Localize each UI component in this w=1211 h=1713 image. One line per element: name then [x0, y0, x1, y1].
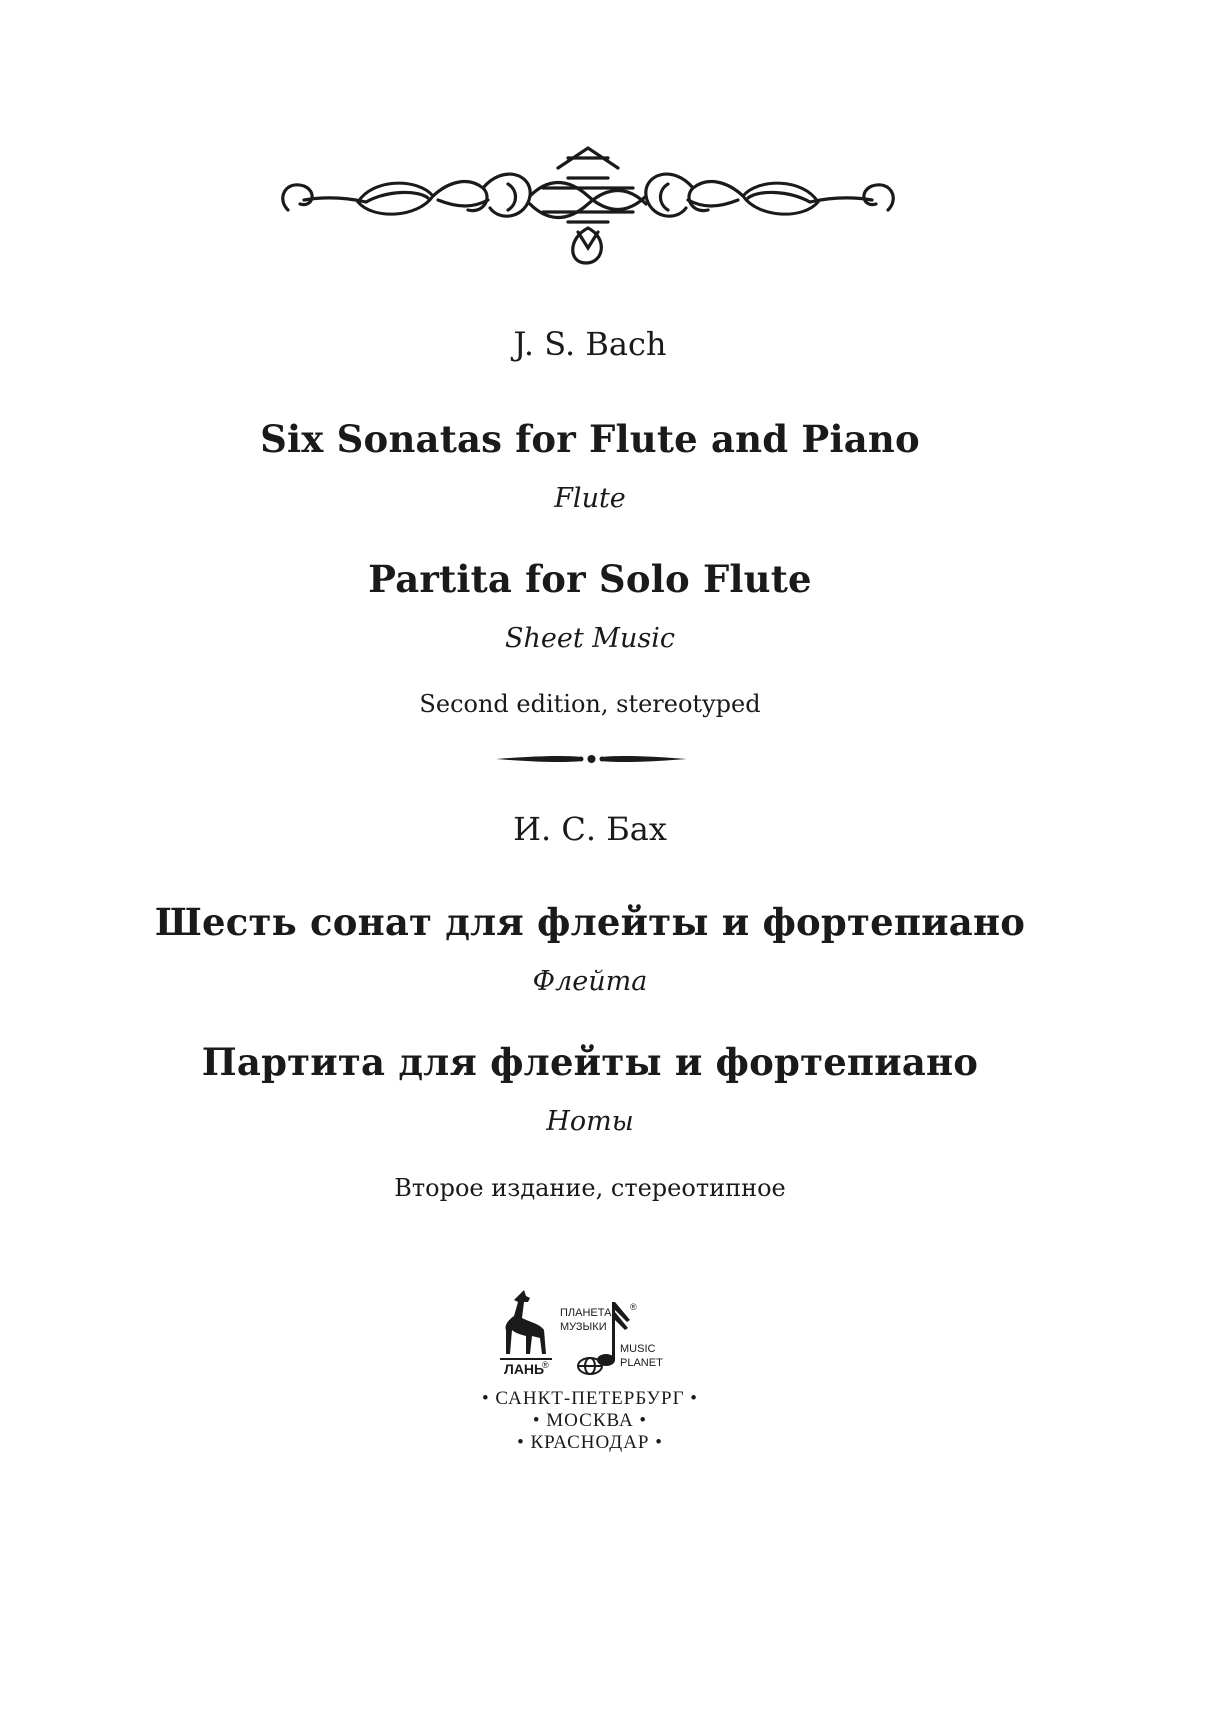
title-partita-ru: Партита для флейты и фортепиано: [201, 1040, 979, 1084]
title-sonatas-ru: Шесть сонат для флейты и фортепиано: [154, 900, 1026, 944]
publisher-block: [460, 1288, 720, 1463]
subtitle-sheet-music-en: Sheet Music: [505, 623, 675, 654]
author-ru: И. С. Бах: [513, 810, 667, 848]
planet-line2: МУЗЫКИ: [560, 1321, 607, 1333]
globe-icon: [578, 1358, 602, 1374]
edition-ru: Второе издание, стереотипное: [394, 1174, 786, 1202]
svg-text:®: ®: [542, 1360, 549, 1370]
music-line2: PLANET: [620, 1357, 663, 1369]
subtitle-sheet-music-ru: Ноты: [546, 1106, 634, 1137]
divider-ornament-icon: [494, 744, 689, 774]
subtitle-flute-en: Flute: [554, 483, 626, 514]
music-line1: MUSIC: [620, 1343, 656, 1355]
svg-text:®: ®: [630, 1302, 637, 1312]
doe-logo-icon: [500, 1290, 552, 1360]
author-en: J. S. Bach: [513, 325, 667, 363]
city-moscow: • МОСКВА •: [532, 1410, 648, 1431]
edition-en: Second edition, stereotyped: [419, 690, 761, 718]
title-partita-en: Partita for Solo Flute: [368, 557, 812, 601]
subtitle-flute-ru: Флейта: [532, 966, 648, 997]
publisher-logos: [460, 1288, 720, 1388]
lan-wordmark: ЛАНЬ: [504, 1361, 545, 1377]
planet-line1: ПЛАНЕТА: [560, 1307, 612, 1319]
city-krasnodar: • КРАСНОДАР •: [517, 1432, 663, 1453]
city-saint-petersburg: • САНКТ-ПЕТЕРБУРГ •: [482, 1388, 698, 1409]
flourish-ornament-icon: [268, 138, 908, 273]
title-sonatas-en: Six Sonatas for Flute and Piano: [260, 417, 920, 461]
